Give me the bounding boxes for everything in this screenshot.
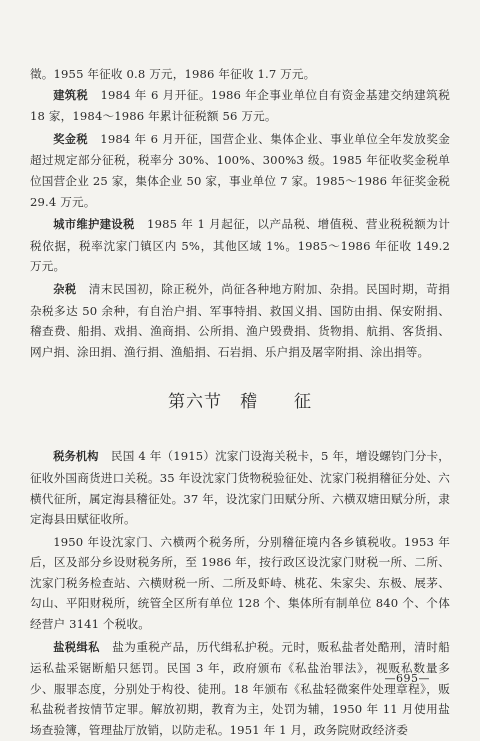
term-urban-maintenance-tax: 城市维护建设税 xyxy=(53,218,135,232)
paragraph-tax-offices-1950: 1950 年设沈家门、六横两个税务所，分别稽征境内各乡镇税收。1953 年后，区及部分乡设财税务所，至 1986 年，按行政区设沈家门财税一所、二所、沈家门税务检查站、六横财税一所、二所及虾峙、桃花、朱家尖、东极、展茅、勾山、平阳财税所，统管全区所有单位 128 个、集体所有制单位 840 个、个体经营户 3141 个税收。 xyxy=(30,534,450,632)
paragraph-bonus-tax xyxy=(30,129,450,212)
term-bonus-tax: 奖金税 xyxy=(53,132,88,146)
term-construction-tax: 建筑税 xyxy=(53,88,89,102)
paragraph-salt-tax-anti-smuggling xyxy=(30,637,450,741)
paragraph-text: 1984 年 6 月开征。1986 年企事业单位自有资金基建交纳建筑税 18 家，1984～1986 年累计征税额 56 万元。 xyxy=(30,87,450,124)
paragraph-text: 民国 4 年（1915）沈家门设海关税卡，5 年，增设螺钧门分卡，征收外国商货进口关税。35 年设沈家门货物税验征处、沈家门税捐稽征分处、六横代征所，属定海县稽征处。37 年，设沈家门田赋分所、六横双塘田赋分所，隶定海县田赋征收所。 xyxy=(30,449,450,527)
paragraph-text: 1984 年 6 月开征，国营企业、集体企业、事业单位全年发放奖金超过规定部分征税，税率分 30%、100%、300%3 级。1985 年征收奖金税单位国营企业 25 家，集体企业 50 家，事业单位 7 家。1985～1986 年征奖金税 29.4 万元。 xyxy=(30,131,451,209)
paragraph-text: 清末民国初，除正税外，尚征各种地方附加、杂捐。民国时期，苛捐杂税多达 50 余种，有自治户捐、军事特捐、救国义捐、国防由捐、保安附捐、稽查费、船捐、戏捐、渔商捐、公所捐、渔户毁费捐、货物捐、航捐、客货捐、网户捐、涂田捐、渔行捐、渔船捐、石岩捐、乐户捐及屠宰附捐、涂出捐等。 xyxy=(30,281,450,359)
paragraph-construction-tax xyxy=(30,85,450,127)
paragraph-miscellaneous-tax xyxy=(30,279,450,362)
paragraph-tax-agencies xyxy=(30,446,450,529)
paragraph-continuation: 徵。1955 年征收 0.8 万元，1986 年征收 1.7 万元。 xyxy=(30,67,316,81)
term-salt-tax-anti-smuggling: 盐税缉私 xyxy=(53,640,100,654)
page-number: —695— xyxy=(384,672,430,685)
section-title: 第六节 稽 征 xyxy=(168,392,312,413)
term-miscellaneous-tax: 杂税 xyxy=(53,282,77,296)
paragraph-text: 盐为重税产品，历代缉私护税。元时，贩私盐者处酷刑，清时船运私盐采锯断船只惩罚。民国 3 年，政府颁布《私盐治罪法》，视贩私数量多少、服罪态度，分别处于构役、徒刑。18 年颁布《私盐轻微案件处理章程》，贩私盐税者按情节定罪。解放初期，教育为主，处罚为辅，1950 年 11 月使用盐场查验簿，管理盐厅放销，以防走私。1951 年 1 月，政务院财政经济委 xyxy=(30,639,450,738)
paragraph-urban-maintenance-tax xyxy=(30,214,450,277)
page-body xyxy=(30,64,450,741)
paragraph-text: 1985 年 1 月起征，以产品税、增值税、营业税税额为计税依据，税率沈家门镇区内 5%，其他区域 1%。1985～1986 年征收 149.2 万元。 xyxy=(30,217,450,274)
term-tax-agencies: 税务机构 xyxy=(53,450,99,464)
